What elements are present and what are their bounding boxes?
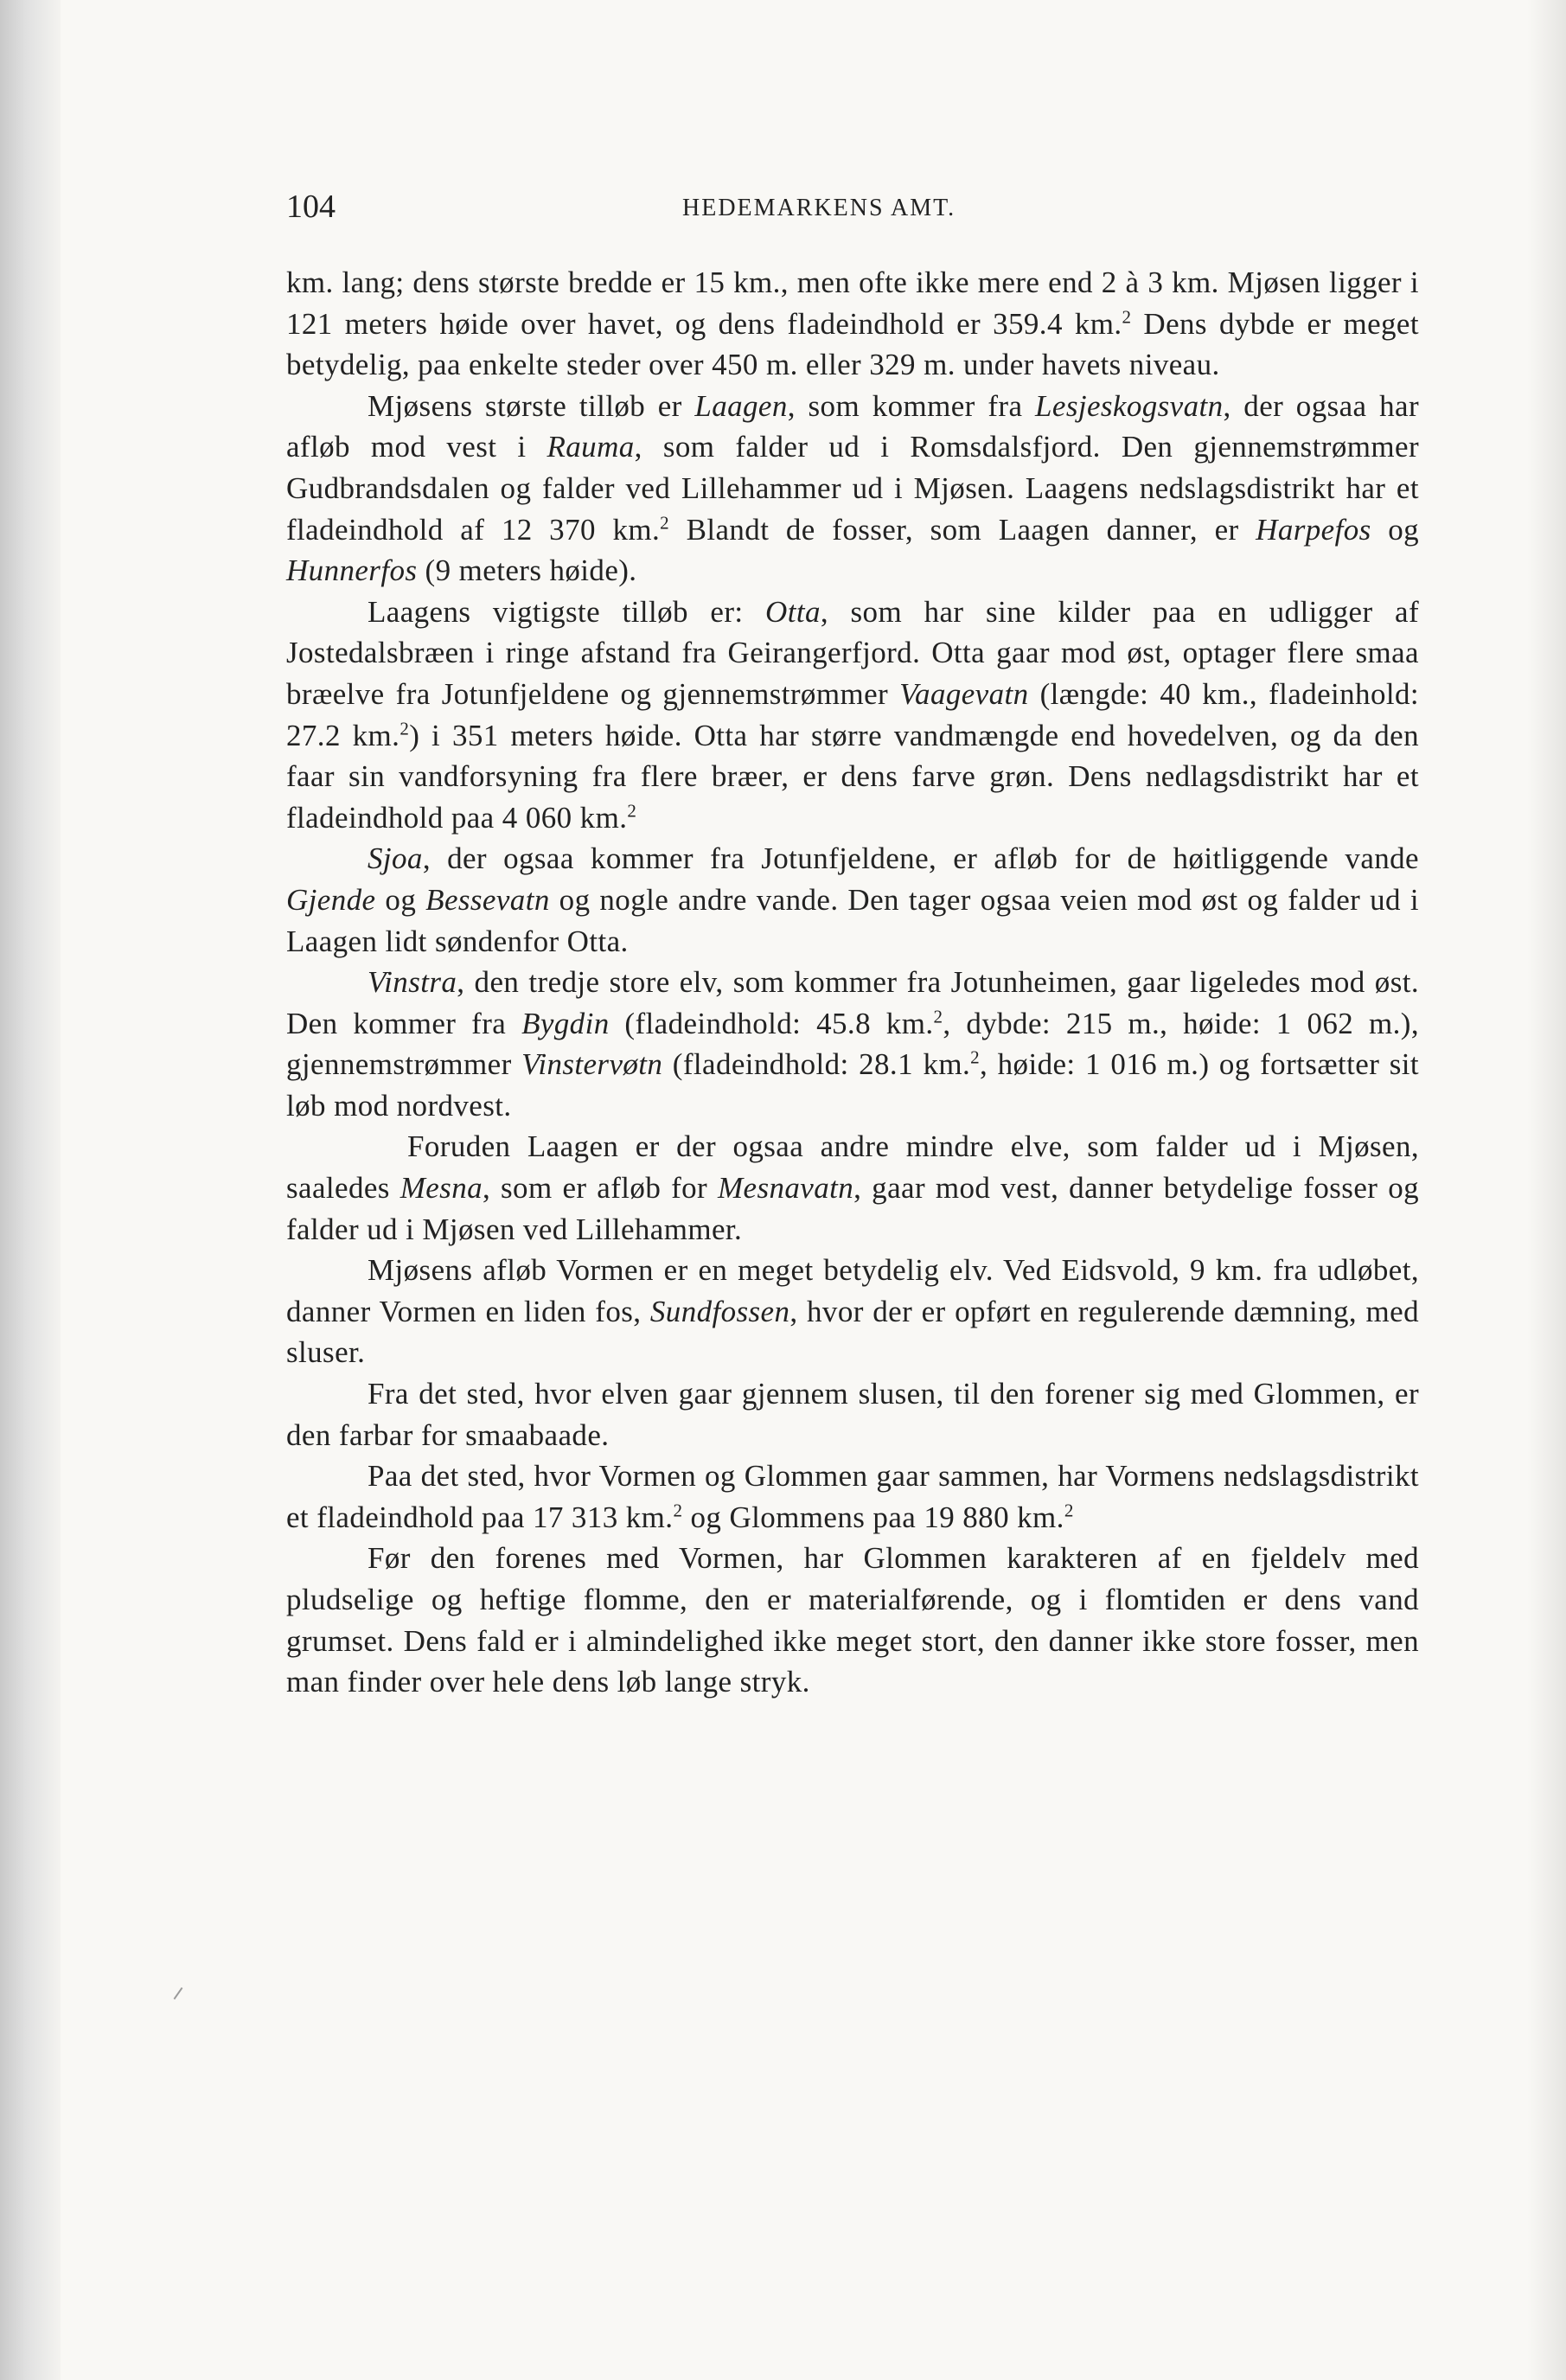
paragraph bbox=[286, 1456, 1419, 1538]
paragraph bbox=[286, 1538, 1419, 1702]
text-run: , gaar mod vest, danner betydelige fosser og falder ud i Mjøsen ved Lillehammer. bbox=[286, 1171, 1419, 1246]
superscript: 2 bbox=[673, 1500, 683, 1521]
running-head: HEDEMARKENS AMT. bbox=[682, 195, 956, 221]
text-run: (længde: 40 km., fladeinhold: 27.2 km. bbox=[286, 676, 1419, 752]
text-run: Dens dybde er meget betydelig, paa enkelte steder over 450 m. eller 329 m. under havets niveau. bbox=[286, 306, 1419, 382]
text-run: , som falder ud i Romsdalsfjord. Den gjennemstrømmer Gudbrandsdalen og falder ved Lillehammer ud i Mjøsen. Laagens nedslagsdistrikt har et fladeindhold af 12 370 km. bbox=[286, 430, 1419, 547]
paragraph bbox=[286, 592, 1419, 839]
text-run: Før den forenes med Vormen, har Glommen karakteren af en fjeldelv med pludselige og heftige flomme, den er materialførende, og i flomtiden er dens vand grumset. Dens fald er i almindelighed ikke meget stort, den danner ikke store fosser, men man finder over hele dens løb lange stryk. bbox=[286, 1541, 1419, 1699]
italic-name: Harpefos bbox=[1256, 512, 1371, 547]
text-run: , der ogsaa kommer fra Jotunfjeldene, er afløb for de høitliggende vande bbox=[422, 841, 1419, 876]
italic-name: Lesjeskogsvatn bbox=[1035, 388, 1224, 423]
paragraph bbox=[286, 386, 1419, 592]
text-run: Fra det sted, hvor elven gaar gjennem slusen, til den forener sig med Glommen, er den farbar for smaabaade. bbox=[286, 1377, 1419, 1452]
paragraph bbox=[286, 962, 1419, 1126]
italic-name: Sundfossen bbox=[649, 1294, 790, 1328]
italic-name: Vaagevatn bbox=[899, 676, 1029, 711]
text-run: Paa det sted, hvor Vormen og Glommen gaar sammen, har Vormens nedslagsdistrikt et fladeindhold paa 17 313 km. bbox=[286, 1459, 1419, 1534]
italic-name: Rauma bbox=[547, 430, 635, 464]
superscript: 2 bbox=[627, 800, 637, 822]
text-run: , høide: 1 016 m.) og fortsætter sit løb mod nordvest. bbox=[286, 1047, 1419, 1123]
paragraph bbox=[286, 1126, 1419, 1250]
text-run: , der ogsaa har afløb mod vest i bbox=[286, 388, 1419, 464]
text-run: Foruden Laagen er der ogsaa andre mindre elve, som falder ud i Mjøsen, saaledes bbox=[286, 1129, 1419, 1206]
page-edge-shadow bbox=[0, 0, 61, 2380]
paragraph bbox=[286, 262, 1419, 386]
italic-name: Mesna bbox=[399, 1171, 483, 1206]
text-run: (fladeindhold: 45.8 km. bbox=[609, 1006, 934, 1040]
text-run: Mjøsens afløb Vormen er en meget betydelig elv. Ved Eidsvold, 9 km. fra udløbet, danner Vormen en liden fos, bbox=[286, 1253, 1419, 1328]
page-number: 104 bbox=[286, 189, 336, 225]
paragraph bbox=[286, 1373, 1419, 1456]
superscript: 2 bbox=[1064, 1500, 1074, 1521]
text-run: , som er afløb for bbox=[483, 1171, 718, 1206]
superscript: 2 bbox=[399, 717, 410, 739]
italic-name: Laagen bbox=[694, 388, 788, 423]
text-run: km. lang; dens største bredde er 15 km., men ofte ikke mere end 2 à 3 km. Mjøsen ligger i 121 meters høide over havet, og dens fladeindhold er 359.4 km. bbox=[286, 266, 1419, 341]
text-run: , dybde: 215 m., høide: 1 062 m.), gjennemstrømmer bbox=[286, 1006, 1419, 1082]
text-run: , den tredje store elv, som kommer fra Jotunheimen, gaar ligeledes mod øst. Den kommer fra bbox=[286, 965, 1419, 1040]
text-run: , hvor der er opført en regulerende dæmning, med sluser. bbox=[286, 1294, 1420, 1370]
text-run: (9 meters høide). bbox=[417, 553, 637, 588]
text-run: , som kommer fra bbox=[787, 388, 1036, 423]
text-run: , som har sine kilder paa en udligger af Jostedalsbræen i ringe afstand fra Geirangerfjord. Otta gaar mod øst, optager flere smaa bræelve fra Jotunfjeldene og gjennemstrømmer bbox=[286, 594, 1419, 711]
superscript: 2 bbox=[1122, 305, 1132, 327]
superscript: 2 bbox=[660, 511, 670, 533]
page-edge-right bbox=[1527, 0, 1566, 2380]
body-text bbox=[286, 262, 1419, 1703]
text-run: Blandt de fosser, som Laagen danner, er bbox=[669, 512, 1256, 547]
margin-mark bbox=[174, 1987, 183, 1999]
italic-name: Vinstra bbox=[368, 965, 457, 1000]
italic-name: Mesnavatn bbox=[717, 1171, 854, 1206]
text-run: og nogle andre vande. Den tager ogsaa veien mod øst og falder ud i Laagen lidt søndenfor Otta. bbox=[286, 882, 1419, 958]
italic-name: Bessevatn bbox=[425, 882, 550, 917]
text-run: Mjøsens største tilløb er bbox=[368, 388, 695, 423]
italic-name: Hunnerfos bbox=[286, 553, 418, 588]
superscript: 2 bbox=[970, 1046, 981, 1068]
paragraph bbox=[286, 1250, 1419, 1373]
italic-name: Sjoa bbox=[368, 841, 423, 876]
italic-name: Gjende bbox=[286, 882, 376, 917]
paragraph bbox=[286, 838, 1419, 962]
text-run: Laagens vigtigste tilløb er: bbox=[368, 594, 766, 629]
italic-name: Vinstervøtn bbox=[521, 1047, 663, 1082]
superscript: 2 bbox=[933, 1006, 943, 1027]
text-run: og bbox=[1371, 512, 1419, 547]
text-run: og Glommens paa 19 880 km. bbox=[682, 1500, 1064, 1534]
italic-name: Otta bbox=[765, 594, 821, 629]
text-run: og bbox=[375, 882, 426, 917]
text-run: ) i 351 meters høide. Otta har større vandmængde end hovedelven, og da den faar sin vandforsyning fra flere bræer, er dens farve grøn. Dens nedlagsdistrikt har et fladeindhold paa 4 060 km. bbox=[286, 718, 1419, 835]
text-run: (fladeindhold: 28.1 km. bbox=[662, 1047, 971, 1082]
page-header bbox=[286, 185, 1419, 228]
italic-name: Bygdin bbox=[521, 1006, 610, 1040]
